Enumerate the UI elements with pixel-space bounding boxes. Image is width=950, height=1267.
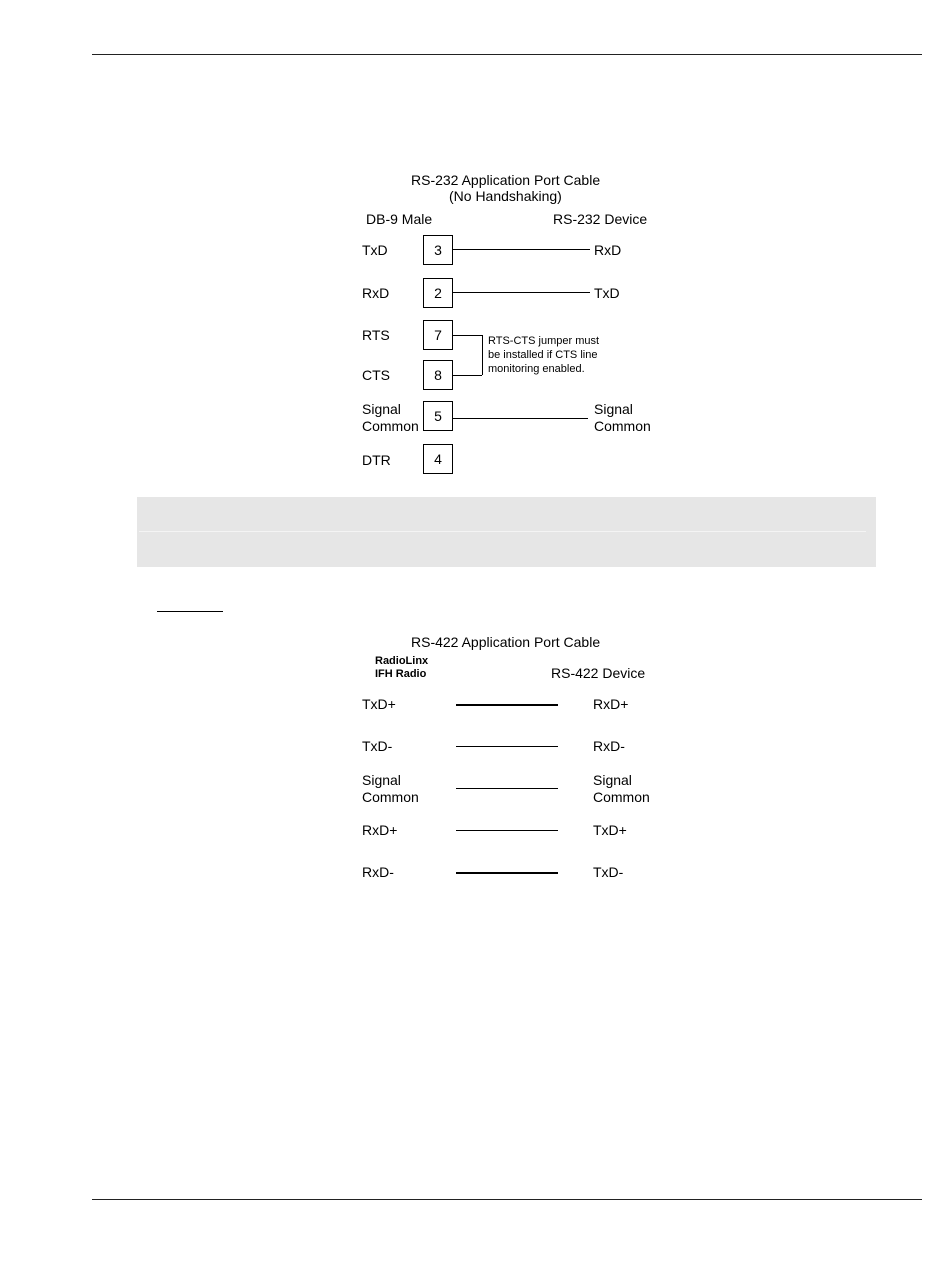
header-rule [92, 54, 922, 55]
jumper-wire-bottom [453, 375, 482, 376]
rs232-row-cts-left: CTS [362, 367, 390, 383]
wire-signal-common [453, 418, 588, 419]
rs422-row-5-left: RxD- [362, 864, 394, 880]
rs232-row-signal-left: Signal [362, 401, 401, 417]
jumper-wire-top [453, 335, 482, 336]
pin-number: 3 [434, 242, 442, 258]
rs232-row-common-right: Common [594, 418, 651, 434]
rs422-title: RS-422 Application Port Cable [411, 634, 601, 650]
rs232-row-rts-left: RTS [362, 327, 390, 343]
rs422-right-header: RS-422 Device [551, 665, 646, 681]
pin-number: 5 [434, 408, 442, 424]
pin-box-8 [423, 360, 453, 390]
jumper-note-line1: RTS-CTS jumper must [488, 335, 600, 347]
rs232-row-txd-right: RxD [594, 242, 622, 258]
rs422-row-4-right: TxD+ [593, 822, 627, 838]
footer-rule [92, 1199, 922, 1200]
rs422-row-5-right: TxD- [593, 864, 624, 880]
rs422-row-2-left: TxD- [362, 738, 393, 754]
pin-box-2 [423, 278, 453, 308]
pin-number: 4 [434, 451, 442, 467]
rs422-left-header-line2: IFH Radio [375, 668, 427, 680]
rs422-row-3-left2: Common [362, 789, 419, 805]
rs232-subtitle: (No Handshaking) [449, 188, 562, 204]
rs422-row-2-right: RxD- [593, 738, 625, 754]
rs422-wire-4 [456, 830, 558, 831]
rs232-row-dtr-left: DTR [362, 452, 391, 468]
section-underline [157, 611, 223, 612]
rs232-row-common-left: Common [362, 418, 419, 434]
rs232-row-rxd-right: TxD [594, 285, 620, 301]
rs422-row-4-left: RxD+ [362, 822, 398, 838]
rs422-row-3-right2: Common [593, 789, 650, 805]
pin-box-4 [423, 444, 453, 474]
jumper-note-line2: be installed if CTS line [488, 349, 598, 361]
wire-rxd [453, 292, 590, 293]
rs232-row-signal-right: Signal [594, 401, 633, 417]
rs232-right-header: RS-232 Device [553, 211, 648, 227]
pin-box-7 [423, 320, 453, 350]
rs232-row-txd-left: TxD [362, 242, 388, 258]
wire-txd [453, 249, 590, 250]
rs422-wire-3 [456, 788, 558, 789]
rs422-row-1-right: RxD+ [593, 696, 629, 712]
rs232-left-header: DB-9 Male [366, 211, 433, 227]
rs422-row-1-left: TxD+ [362, 696, 396, 712]
rs422-row-3-left: Signal [362, 772, 401, 788]
pin-number: 8 [434, 367, 442, 383]
jumper-note-line3: monitoring enabled. [488, 363, 585, 375]
jumper-wire-vertical [482, 335, 483, 375]
pin-box-5 [423, 401, 453, 431]
pin-number: 2 [434, 285, 442, 301]
shaded-band-divider [139, 531, 866, 532]
rs422-wire-2 [456, 746, 558, 747]
shaded-band [137, 497, 876, 567]
pin-box-3 [423, 235, 453, 265]
rs232-row-rxd-left: RxD [362, 285, 390, 301]
rs422-wire-1 [456, 704, 558, 706]
pin-number: 7 [434, 327, 442, 343]
rs422-left-header-line1: RadioLinx [375, 655, 429, 667]
rs422-wire-5 [456, 872, 558, 874]
rs232-title: RS-232 Application Port Cable [411, 172, 601, 188]
rs422-row-3-right: Signal [593, 772, 632, 788]
